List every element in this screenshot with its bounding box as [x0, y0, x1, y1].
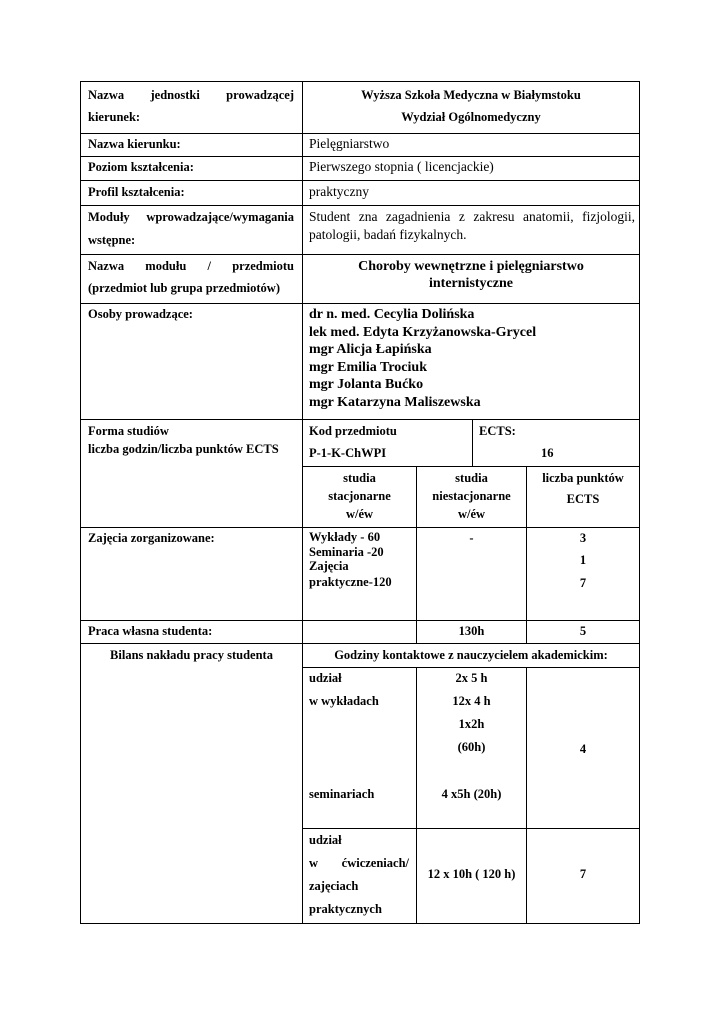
lecture-line: udział	[309, 671, 342, 685]
lecture-hours: 1x2h	[458, 717, 485, 731]
teachers-label: Osoby prowadzące:	[88, 307, 193, 321]
module-value-1: Choroby wewnętrzne i pielęgniarstwo	[358, 259, 584, 274]
forma-label-1: Forma studiów	[88, 424, 169, 438]
module-value-2: internistyczne	[429, 276, 513, 291]
prereq-label: Moduły wprowadzające/wymagania	[88, 210, 294, 224]
level-label: Poziom kształcenia:	[88, 160, 194, 174]
zajecia-ects: 1	[579, 553, 587, 567]
forma-label-2: liczba godzin/liczba punktów ECTS	[88, 442, 279, 456]
bilans-label: Bilans nakładu pracy studenta	[110, 648, 273, 662]
prereq-value-2: patologii, badań fizykalnych.	[309, 227, 467, 242]
unit-label-2: kierunek:	[88, 110, 141, 124]
exercise-line: w ćwiczeniach/	[309, 856, 409, 870]
seminar-label: seminariach	[309, 787, 375, 801]
profile-label: Profil kształcenia:	[88, 185, 185, 199]
zajecia-label: Zajęcia zorganizowane:	[88, 531, 215, 545]
field-value: Pielęgniarstwo	[309, 136, 390, 151]
lecture-hours: 2x 5 h	[455, 671, 488, 685]
teacher-name: mgr Jolanta Bućko	[309, 377, 424, 392]
lecture-line: w wykładach	[309, 694, 379, 708]
col-stac-3: w/éw	[345, 507, 374, 521]
exercise-hours: 12 x 10h ( 120 h)	[427, 867, 516, 881]
teacher-name: mgr Emilia Trociuk	[309, 359, 427, 375]
field-label: Nazwa kierunku:	[88, 137, 181, 151]
bilans-header: Godziny kontaktowe z nauczycielem akademickim:	[334, 648, 608, 662]
zajecia-item: Seminaria -20	[309, 545, 384, 559]
col-stac-2: stacjonarne	[328, 489, 391, 503]
zajecia-item: Wykłady - 60	[309, 530, 381, 544]
module-label-2: (przedmiot lub grupa przedmiotów)	[88, 281, 280, 295]
ects-label: ECTS:	[479, 424, 516, 438]
col-stac-1: studia	[343, 471, 376, 485]
col-ects-1: liczba punktów	[542, 471, 624, 485]
zajecia-ects: 7	[579, 576, 587, 590]
lecture-hours: 12x 4 h	[452, 694, 491, 708]
profile-value: praktyczny	[309, 184, 369, 199]
exercise-ects: 7	[579, 867, 587, 881]
praca-ects: 5	[579, 624, 587, 638]
code-value: P-1-K-ChWPI	[309, 446, 387, 460]
zajecia-niestac: -	[469, 531, 474, 545]
col-niestac-1: studia	[455, 471, 488, 485]
col-niestac-2: niestacjonarne	[432, 489, 511, 503]
prereq-value-1: Student zna zagadnienia z zakresu anatomii, fizjologii,	[309, 209, 635, 224]
teacher-name: mgr Alicja Łapińska	[309, 342, 432, 357]
unit-label: Nazwa jednostki prowadzącej	[88, 88, 294, 102]
ects-value: 16	[541, 446, 554, 460]
exercise-line: praktycznych	[309, 902, 382, 916]
teacher-name: dr n. med. Cecylia Dolińska	[309, 307, 475, 322]
module-label: Nazwa modułu / przedmiotu	[88, 259, 294, 273]
unit-value-1: Wyższa Szkoła Medyczna w Białymstoku	[361, 88, 581, 102]
zajecia-item: Zajęcia	[309, 559, 349, 573]
zajecia-item: praktyczne-120	[309, 575, 392, 589]
teacher-name: lek med. Edyta Krzyżanowska-Grycel	[309, 324, 537, 340]
lecture-ects: 4	[579, 742, 587, 756]
praca-hours: 130h	[458, 624, 485, 638]
col-ects-2: ECTS	[566, 492, 600, 506]
exercise-line: zajęciach	[309, 879, 359, 893]
zajecia-ects: 3	[579, 531, 587, 545]
praca-label: Praca własna studenta:	[88, 624, 213, 638]
level-value: Pierwszego stopnia ( licencjackie)	[309, 159, 494, 174]
seminar-hours: 4 x5h (20h)	[441, 787, 502, 801]
col-niestac-3: w/éw	[457, 507, 486, 521]
code-label: Kod przedmiotu	[309, 424, 397, 438]
unit-value-2: Wydział Ogólnomedyczny	[401, 110, 541, 124]
lecture-hours: (60h)	[457, 740, 486, 754]
teacher-name: mgr Katarzyna Maliszewska	[309, 394, 481, 410]
prereq-label-2: wstępne:	[88, 233, 136, 247]
exercise-line: udział	[309, 833, 342, 847]
